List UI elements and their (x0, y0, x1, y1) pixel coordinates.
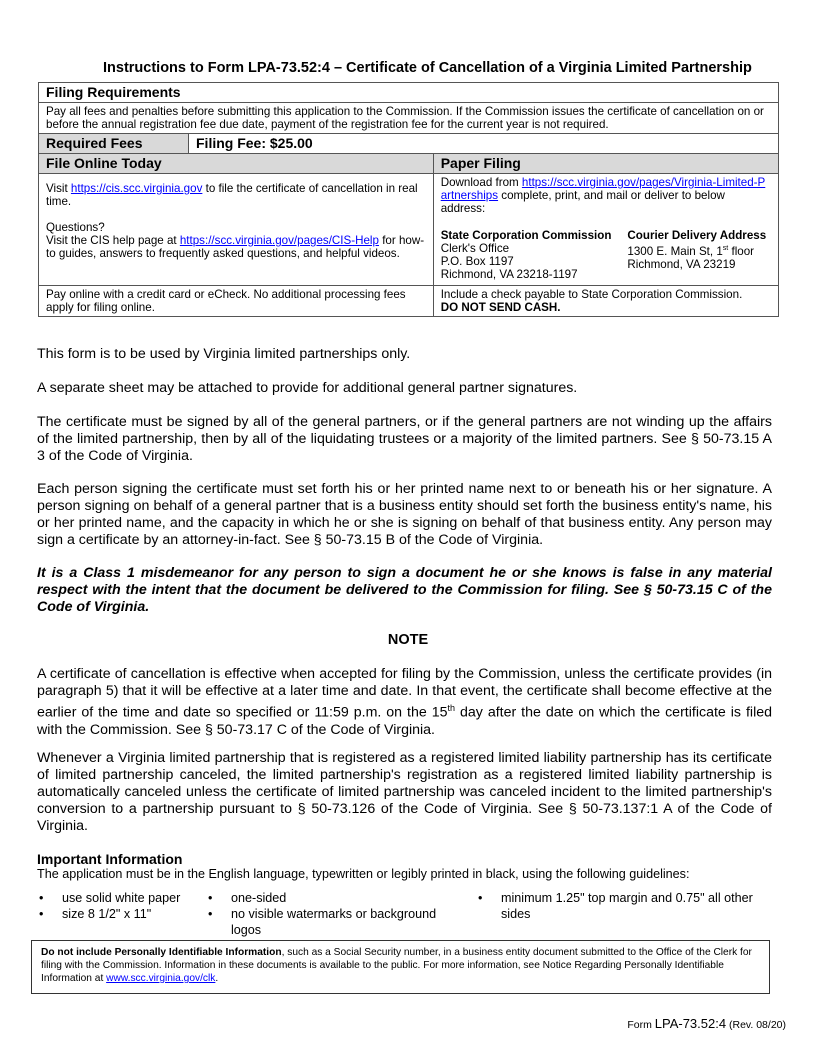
online-header: File Online Today (39, 154, 434, 174)
paper-header: Paper Filing (433, 154, 778, 174)
document-title: Instructions to Form LPA-73.52:4 – Certificate of Cancellation of a Virginia Limited Partnership (103, 60, 752, 76)
important-heading: Important Information (37, 851, 183, 867)
paragraph-3: The certificate must be signed by all of the general partners, or if the general partners are not winding up the affairs of the limited partnership, then by all of the liquidating trustees or a majority of the limited partners. See § 50-73.15 A 3 of the Code of Virginia. (37, 414, 772, 464)
questions-label: Questions? (46, 221, 105, 234)
note-paragraph-1: A certificate of cancellation is effective when accepted for filing by the Commission, unless the certificate provides (in paragraph 5) that it will be effective at a later time and date. In that event, the certificate shall become effective at the earlier of the time and date so specified or 11:59 p.m. on the 15th day after the date on which the certificate is filed with the Commission. See § 50-73.17 C of the Code of Virginia. (37, 666, 772, 738)
clk-link[interactable]: www.scc.virginia.gov/clk (106, 973, 216, 984)
guidelines-col1 (37, 890, 207, 922)
note-heading: NOTE (387, 632, 429, 648)
online-visit: Visit https://cis.scc.virginia.gov to file the certificate of cancellation in real time. (46, 182, 418, 208)
paper-download: Download from https://scc.virginia.gov/pages/Virginia-Limited-Partnerships complete, print, and mail or deliver to below address: (440, 176, 766, 215)
online-payment: Pay online with a credit card or eCheck. No additional processing fees apply for filing online. (39, 286, 434, 317)
filing-table (38, 82, 779, 317)
mail-address: State Corporation Commission Clerk's Office P.O. Box 1197 Richmond, VA 23218-1197 (440, 229, 612, 281)
paper-cell (433, 174, 778, 286)
important-text: The application must be in the English language, typewritten or legibly printed in black, using the following guidelines: (37, 867, 690, 881)
questions-text: Visit the CIS help page at https://scc.virginia.gov/pages/CIS-Help for how-to guides, answers to frequently asked questions, and helpful videos. (46, 234, 425, 260)
paragraph-4: Each person signing the certificate must set forth his or her printed name next to or beneath his or her signature. A person signing on behalf of a general partner that is a business entity should set forth the business entity's name, his or her printed name, and the capacity in which he or she is signing on behalf of that business entity. Any person may sign a certificate by an attorney-in-fact. See § 50-73.15 B of the Code of Virginia. (37, 481, 772, 548)
paragraph-2: A separate sheet may be attached to provide for additional general partner signatures. (37, 380, 578, 396)
guideline: • no visible watermarks or background logos (206, 906, 456, 938)
guideline: • minimum 1.25" top margin and 0.75" all other sides (476, 890, 756, 922)
paper-payment: Include a check payable to State Corporation Commission. DO NOT SEND CASH. (433, 286, 778, 317)
courier-address: Courier Delivery Address 1300 E. Main St, 1st floor Richmond, VA 23219 (627, 229, 767, 271)
form-footer: Form LPA-73.52:4 (Rev. 08/20) (627, 1016, 786, 1031)
online-cell (39, 174, 434, 286)
guidelines-col3 (476, 890, 756, 922)
cis-help-link[interactable]: https://scc.virginia.gov/pages/CIS-Help (179, 234, 379, 247)
guideline: • one-sided (206, 890, 456, 906)
cis-link[interactable]: https://cis.scc.virginia.gov (70, 182, 203, 195)
guidelines-col2 (206, 890, 456, 938)
guideline: • size 8 1/2" x 11" (37, 906, 207, 922)
required-fees-label: Required Fees (39, 134, 189, 154)
paragraph-1: This form is to be used by Virginia limited partnerships only. (37, 346, 411, 362)
vlp-link[interactable]: https://scc.virginia.gov/pages/Virginia-Limited-Partnerships (440, 176, 766, 202)
guideline: • use solid white paper (37, 890, 207, 906)
filing-requirements-text: Pay all fees and penalties before submitting this application to the Commission. If the Commission issues the certificate of cancellation on or before the annual registration fee due date, payment of the registration fee for the current year is not required. (39, 103, 779, 134)
pii-notice: Do not include Personally Identifiable Information, such as a Social Security number, in a business entity document submitted to the Office of the Clerk for filing with the Commission. Information in these documents is available to the public. For more information, see Notice Regarding Personally Identifiable Information at www.scc.virginia.gov/clk. (31, 940, 770, 994)
misdemeanor-warning: It is a Class 1 misdemeanor for any person to sign a document he or she knows is false in any material respect with the intent that the document be delivered to the Commission for filing. See § 50-73.15 C of the Code of Virginia. (37, 565, 772, 615)
note-paragraph-2: Whenever a Virginia limited partnership that is registered as a registered limited liability partnership has its certificate of limited partnership canceled, the limited partnership's registration as a registered limited liability partnership is automatically canceled unless the certificate of limited partnership was canceled incident to the limited partnership's conversion to a partnership pursuant to § 50-73.126 of the Code of Virginia. See § 50-73.137:1 A of the Code of Virginia. (37, 750, 772, 834)
filing-fee: Filing Fee: $25.00 (189, 134, 779, 154)
filing-requirements-header: Filing Requirements (39, 83, 779, 103)
